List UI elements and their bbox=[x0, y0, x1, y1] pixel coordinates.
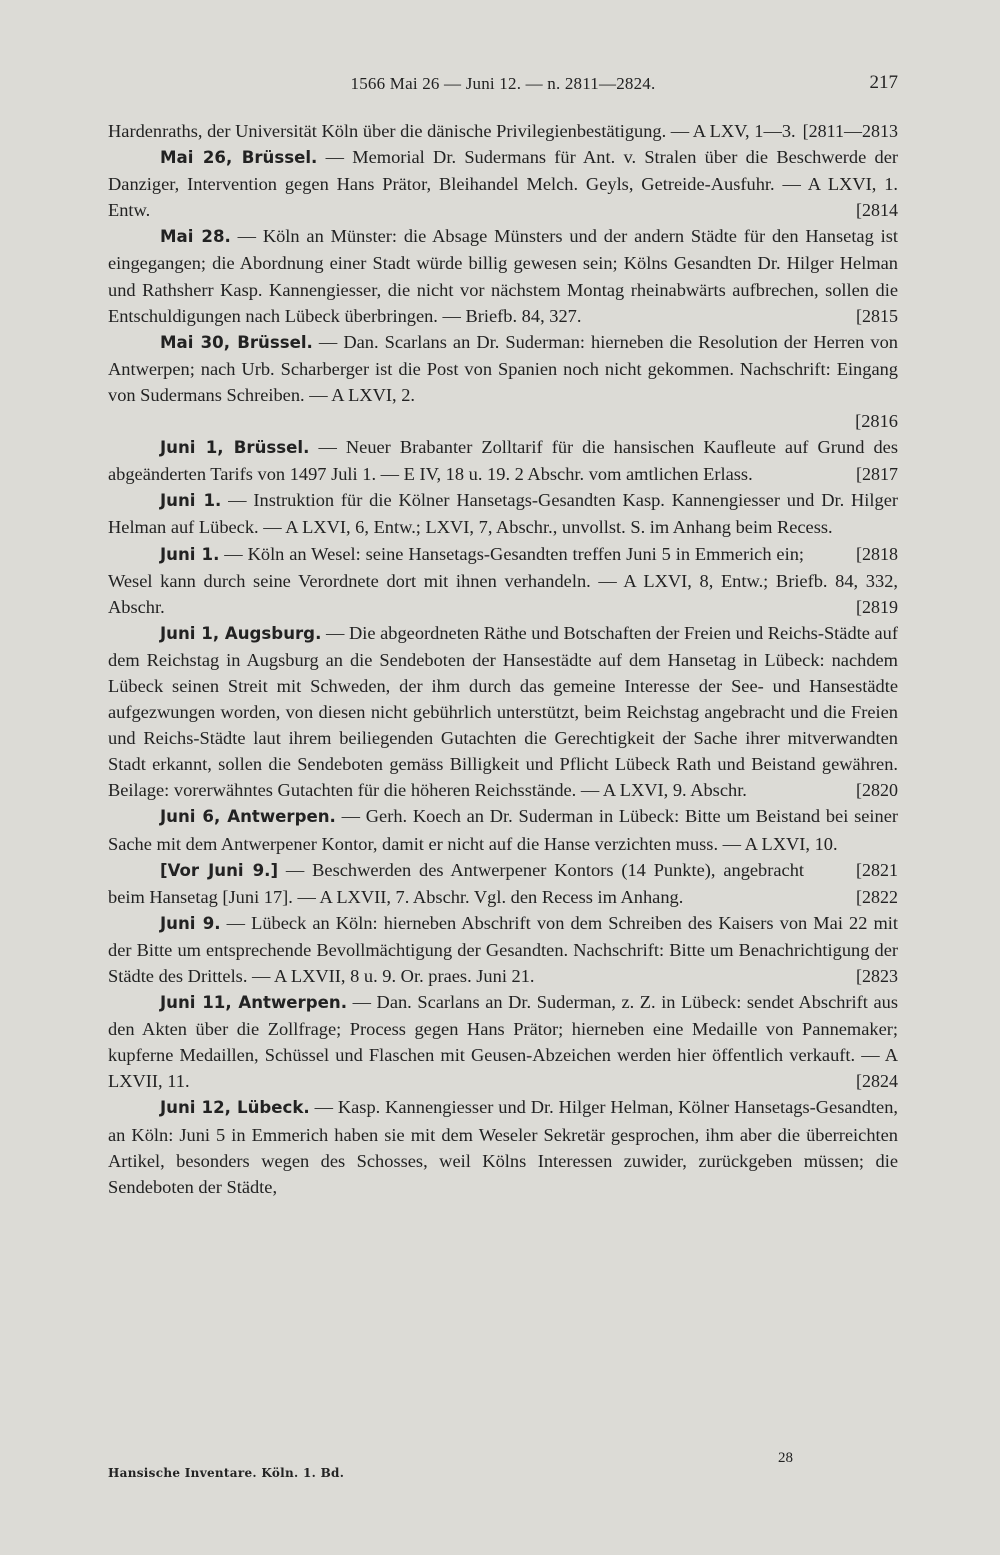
entry-text: — Die abgeordneten Räthe und Botschaften der Freien und Reichs-Städte auf dem Reichstag in Augsburg an die Sendeboten der Hansestädte auf dem Hansetag in Lübeck: nachdem Lübeck seinen Streit mit Schweden, der ihm durch das gemeine Interesse der See- und Hansestädte aufgezwungen worden, von diesen nicht gebührlich unterstützt, beim Reichstag angebracht und die Freien und Reichs-Städte laut ihrem beiliegenden Gutachten die Gerechtigkeit der Sache ihrer mitverwandten Stadt erkannt, sollen die Sendeboten gemäss Billigkeit und Pflicht Lübeck Rath und Beistand gewähren. Beilage: vorerwähntes Gutachten für die höheren Reichsstände. — A LXVI, 9. Abschr. bbox=[108, 622, 898, 801]
entry-2815 bbox=[108, 223, 898, 328]
entry-text: — Dan. Scarlans an Dr. Suderman, z. Z. in Lübeck: sendet Abschrift aus den Akten über die Zollfrage; Process gegen Hans Prätor; hierneben eine Medaille von Pannemaker; kupferne Medaillen, Schüssel und Flaschen mit Geusen-Abzeichen werden hier öffentlich verkauft. — A LXVII, 11. bbox=[108, 992, 898, 1092]
entry-date: Mai 30, Brüssel. bbox=[160, 332, 313, 352]
running-header bbox=[108, 72, 898, 102]
entry-date: Juni 1. bbox=[160, 544, 220, 564]
entry-date: Juni 12, Lübeck. bbox=[160, 1098, 310, 1118]
entry-text: — Gerh. Koech an Dr. Suderman in Lübeck: Bitte um Beistand bei seiner Sache mit dem Antwerpener Kontor, damit er nicht auf die Hanse verzichten muss. — A LXVI, 10. bbox=[108, 806, 898, 854]
entry-2820 bbox=[108, 620, 898, 804]
sheet-number: 28 bbox=[778, 1450, 793, 1466]
entry-date: Mai 26, Brüssel. bbox=[160, 148, 318, 168]
entry-date: Juni 1. bbox=[160, 491, 222, 511]
entry-continuing bbox=[108, 1094, 898, 1199]
entry-number: [2824 bbox=[856, 1071, 898, 1092]
entry-2824 bbox=[108, 989, 898, 1094]
entry-number: [2818 bbox=[856, 543, 898, 564]
entry-date: Juni 6, Antwerpen. bbox=[160, 807, 336, 827]
header-title: 1566 Mai 26 — Juni 12. — n. 2811—2824. bbox=[350, 74, 656, 93]
entry-text: — Beschwerden des Antwerpener Kontors (14 Punkte), angebracht beim Hansetag [Juni 17]. — A LXVII, 7. Abschr. Vgl. den Recess im Anhang. bbox=[108, 859, 805, 907]
entry-2811-2813 bbox=[108, 118, 898, 144]
entry-text: — Dan. Scarlans an Dr. Suderman: hierneben die Resolution der Herren von Antwerpen; nach Urb. Scharberger ist die Post von Spanien noch nicht gekommen. Nachschrift: Eingang von Sudermans Schreiben. — A LXVI, 2. bbox=[108, 331, 898, 405]
entry-text: Hardenraths, der Universität Köln über die dänische Privilegienbestätigung. — A LXV, 1—3. bbox=[108, 121, 796, 141]
entry-date: Juni 11, Antwerpen. bbox=[160, 993, 347, 1013]
page-number: 217 bbox=[869, 72, 898, 93]
entry-number: [2819 bbox=[856, 596, 898, 617]
entry-date: Juni 1, Augsburg. bbox=[160, 623, 322, 643]
entry-text: — Köln an Wesel: seine Hansetags-Gesandten treffen Juni 5 in Emmerich ein; Wesel kann durch seine Verordnete dort mit ihnen verhandeln. — A LXVI, 8, Entw.; Briefb. 84, 332, Abschr. bbox=[108, 543, 898, 617]
entry-number: [2821 bbox=[856, 859, 898, 880]
entry-2816 bbox=[108, 329, 898, 408]
document-body bbox=[108, 118, 898, 1200]
entry-date: Mai 28. bbox=[160, 227, 231, 247]
entry-number: [2811—2813 bbox=[802, 121, 898, 141]
entry-2818 bbox=[108, 487, 898, 564]
entry-date: Juni 9. bbox=[160, 913, 221, 933]
footer-signature: Hansische Inventare. Köln. 1. Bd. bbox=[108, 1466, 345, 1480]
entry-number: [2817 bbox=[856, 464, 898, 485]
entry-text: — Instruktion für die Kölner Hansetags-Gesandten Kasp. Kannengiesser und Dr. Hilger Helman auf Lübeck. — A LXVI, 6, Entw.; LXVI, 7, Abschr., unvollst. S. im Anhang beim Recess. bbox=[108, 490, 898, 538]
entry-text: — Köln an Münster: die Absage Münsters und der andern Städte für den Hansetag ist eingegangen; die Abordnung einer Stadt würde billig gewesen sein; Kölns Gesandten Dr. Hilger Helman und Rathsherr Kasp. Kannengiesser, die nicht vor nächstem Montag rheinabwärts aufbrechen, sollen die Entschuldigungen nach Lübeck überbringen. — Briefb. 84, 327. bbox=[108, 226, 898, 326]
entry-text: — Neuer Brabanter Zolltarif für die hansischen Kaufleute auf Grund des abgeänderten Tarifs von 1497 Juli 1. — E IV, 18 u. 19. 2 Abschr. vom amtlichen Erlass. bbox=[108, 437, 898, 485]
entry-number: [2822 bbox=[856, 886, 898, 907]
entry-date: [Vor Juni 9.] bbox=[160, 860, 279, 880]
entry-date: Juni 1, Brüssel. bbox=[160, 438, 310, 458]
entry-text: — Memorial Dr. Sudermans für Ant. v. Stralen über die Beschwerde der Danziger, Intervention gegen Hans Prätor, Bleihandel Melch. Geyls, Getreide-Ausfuhr. — A LXVI, 1. Entw. bbox=[108, 147, 898, 221]
entry-number: [2820 bbox=[856, 780, 898, 801]
entry-number: [2814 bbox=[856, 200, 898, 221]
entry-text: — Lübeck an Köln: hierneben Abschrift von dem Schreiben des Kaisers von Mai 22 mit der Bitte um entsprechende Bevollmächtigung der Gesandten. Nachschrift: Bitte um Benachrichtigung der Städte des Drittels. — A LXVII, 8 u. 9. Or. praes. Juni 21. bbox=[108, 912, 898, 986]
entry-number: [2816 bbox=[855, 411, 898, 432]
entry-number: [2823 bbox=[856, 966, 898, 986]
entry-2817 bbox=[108, 434, 898, 487]
entry-text: — Kasp. Kannengiesser und Dr. Hilger Helman, Kölner Hansetags-Gesandten, an Köln: Juni 5 in Emmerich haben sie mit dem Weseler Sekretär gesprochen, ihm aber die überreichten Artikel, besonders wegen des Schosses, weil Kölns Interessen zuwider, zurückgeben müssen; die Sendeboten der Städte, bbox=[108, 1097, 898, 1197]
entry-2819 bbox=[108, 541, 898, 620]
entry-2814 bbox=[108, 144, 898, 223]
entry-number: [2815 bbox=[856, 305, 898, 326]
entry-2823 bbox=[108, 910, 898, 989]
entry-2822 bbox=[108, 857, 898, 910]
